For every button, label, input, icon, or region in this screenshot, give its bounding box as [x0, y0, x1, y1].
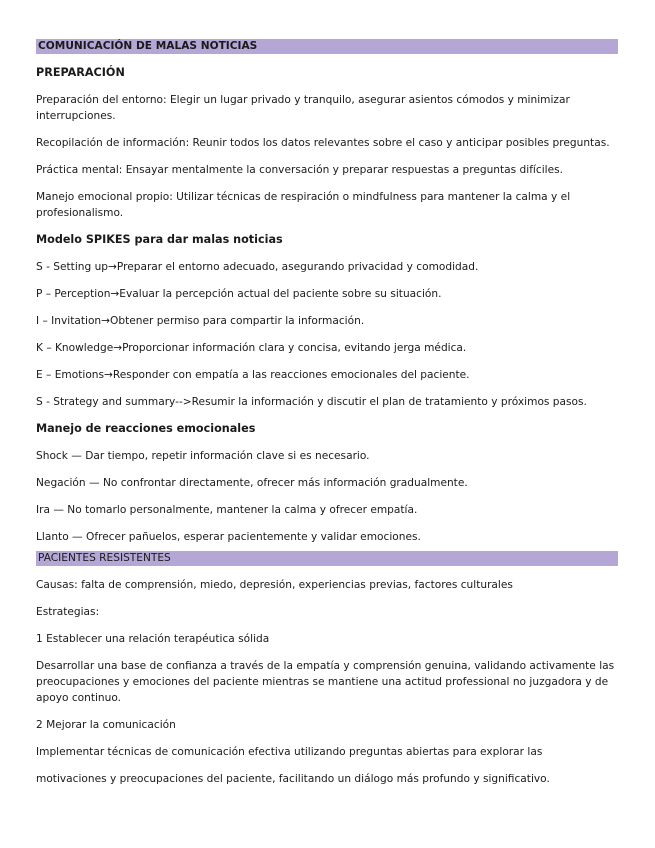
emotions-item: Negación — No confrontar directamente, ofrecer más información gradualmente. [36, 477, 468, 489]
emotions-item: Ira — No tomarlo personalmente, mantener la calma y ofrecer empatía. [36, 504, 418, 516]
preparation-item: Práctica mental: Ensayar mentalmente la conversación y preparar respuestas a preguntas difíciles. [36, 164, 563, 176]
spikes-item: S - Strategy and summary-->Resumir la información y discutir el plan de tratamiento y próximos pasos. [36, 396, 587, 408]
section-bar-bad-news: COMUNICACIÓN DE MALAS NOTICIAS [36, 39, 618, 54]
emotions-heading: Manejo de reacciones emocionales [36, 422, 256, 435]
spikes-item: S - Setting up→Preparar el entorno adecuado, asegurando privacidad y comodidad. [36, 261, 479, 273]
strategies-label: Estrategias: [36, 606, 100, 618]
strategy2-text-b: motivaciones y preocupaciones del paciente, facilitando un diálogo más profundo y significativo. [36, 773, 550, 785]
strategy2-title: 2 Mejorar la comunicación [36, 719, 176, 731]
section-bar-resistant: PACIENTES RESISTENTES [36, 551, 618, 566]
spikes-item: E – Emotions→Responder con empatía a las reacciones emocionales del paciente. [36, 369, 470, 381]
resistant-causes: Causas: falta de comprensión, miedo, depresión, experiencias previas, factores culturales [36, 579, 513, 591]
strategy1-title: 1 Establecer una relación terapéutica sólida [36, 633, 270, 645]
document-page [36, 39, 618, 787]
spikes-item: K – Knowledge→Proporcionar información clara y concisa, evitando jerga médica. [36, 342, 467, 354]
emotions-item: Llanto — Ofrecer pañuelos, esperar pacientemente y validar emociones. [36, 531, 421, 543]
emotions-item: Shock — Dar tiempo, repetir información clave si es necesario. [36, 450, 370, 462]
strategy1-text: Desarrollar una base de confianza a través de la empatía y comprensión genuina, validando activamente las preocupaciones y emociones del paciente mientras se mantiene una actitud professional no juzgadora y de apoyo continuo. [36, 660, 615, 704]
spikes-item: I – Invitation→Obtener permiso para compartir la información. [36, 315, 365, 327]
preparation-heading: PREPARACIÓN [36, 66, 125, 79]
spikes-item: P – Perception→Evaluar la percepción actual del paciente sobre su situación. [36, 288, 442, 300]
spikes-heading: Modelo SPIKES para dar malas noticias [36, 233, 283, 246]
strategy2-text-a: Implementar técnicas de comunicación efectiva utilizando preguntas abiertas para explorar las [36, 746, 543, 758]
preparation-item: Recopilación de información: Reunir todos los datos relevantes sobre el caso y anticipar posibles preguntas. [36, 137, 610, 149]
preparation-item: Preparación del entorno: Elegir un lugar privado y tranquilo, asegurar asientos cómodos y minimizar interrupciones. [36, 94, 570, 122]
preparation-item: Manejo emocional propio: Utilizar técnicas de respiración o mindfulness para mantener la calma y el profesionalismo. [36, 191, 571, 219]
